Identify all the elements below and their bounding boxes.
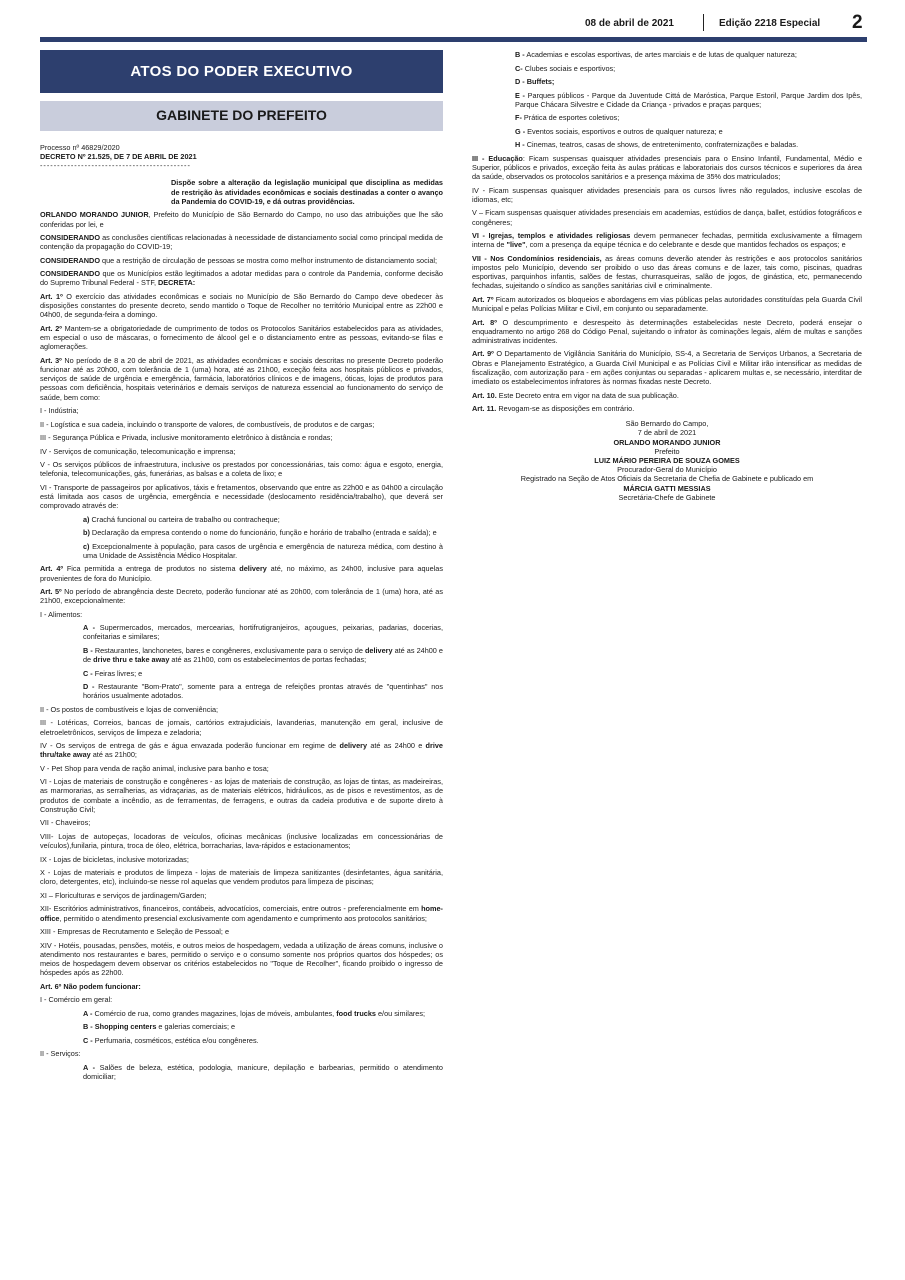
article-5-item: II - Os postos de combustíveis e lojas de conveniência; xyxy=(40,704,219,714)
article-9: Art. 9º O Departamento de Vigilância Sanitária do Município, SS-4, a Secretaria de Serviços Urbanos, a Secretaria de Obras e Planejamento Estratégico, a Guarda Civil Municipal e as Polícias Civil e Militar irão intensificar as medidas de fiscalização, com autorização para - em ações conjuntas ou separadas - aplicarem multas e, se necessário, interditar de imediato os estabelecimentos infratores às normas fixadas neste Decreto. xyxy=(472,349,862,387)
article-5-item: XII- Escritórios administrativos, financeiros, contábeis, advocatícios, comerciais, entre outros - preferencialmente em home-office, permitido o atendimento presencial exclusivamente com agendamento e cumprimento aos protocolos sanitários; xyxy=(40,904,443,923)
decree-meta xyxy=(40,143,443,170)
article-6: Art. 6º Não podem funcionar: xyxy=(40,981,141,991)
article-5-subitem: A - Supermercados, mercados, mercearias, hortifrutigranjeiros, açougues, peixarias, padarias, docerias, confeitarias e similares; xyxy=(83,623,443,642)
article-4: Art. 4º Fica permitida a entrega de produtos no sistema delivery até, no máximo, as 24h00, inclusive para aquelas provenientes de fora do Município. xyxy=(40,564,443,583)
article-6-subitem: B - Shopping centers e galerias comerciais; e xyxy=(83,1022,236,1032)
article-3-item: II - Logística e sua cadeia, incluindo o transporte de valores, de combustíveis, de produtos e de cargas; xyxy=(40,419,375,429)
article-6-item: II - Serviços: xyxy=(40,1049,81,1059)
page-number: 2 xyxy=(852,12,863,33)
article-6-item: III - Educação: Ficam suspensas quaisquer atividades presenciais para o Ensino Infantil, Fundamental, Médio e Superior, públicos e privados, exceção feita às aulas práticas e laboratoriais dos cursos técnicos e superiores da área da saúde, observados os protocolos sanitários e a presença máxima de 35% dos matriculados; xyxy=(472,153,863,182)
article-6-item: IV - Ficam suspensas quaisquer atividades presenciais para os cursos livres não regulados, inclusive escolas de idiomas, etc; xyxy=(472,185,862,204)
article-3-item: I - Indústria; xyxy=(40,406,79,416)
section-banner: ATOS DO PODER EXECUTIVO xyxy=(40,50,443,93)
article-11: Art. 11. Revogam-se as disposições em contrário. xyxy=(472,404,635,414)
process-number: Processo nº 46829/2020 xyxy=(40,143,120,152)
considering-2: CONSIDERANDO que a restrição de circulação de pessoas se mostra como melhor instrumento de distanciamento social; xyxy=(40,255,438,265)
article-5-subitem: C - Feiras livres; e xyxy=(83,668,143,678)
signature-block xyxy=(472,419,862,502)
article-6-item: VII - Nos Condomínios residenciais, as áreas comuns deverão atender às restrições e aos protocolos sanitários impostos pelo Município, devendo ser proibido o uso das áreas comuns e de lazer, tais como, piscinas, quadras esportivas, parquinhos infantis, salões de festas, churrasqueiras, salão de jogos, de ginástica, etc, permanecendo fechadas, sujeitando o síndico as sanções sanitárias civil e criminalmente. xyxy=(472,253,862,291)
article-6-item: V – Ficam suspensas quaisquer atividades presenciais em academias, estúdios de dança, ballet, estúdios fotográficos e congêneres; xyxy=(472,208,862,227)
article-3-subitem: a) Crachá funcional ou carteira de trabalho ou contracheque; xyxy=(83,514,280,524)
secretary-role: Secretária-Chefe de Gabinete xyxy=(618,492,716,502)
header-rule xyxy=(40,37,867,42)
article-5-item: VIII- Lojas de autopeças, locadoras de veículos, oficinas mecânicas (inclusive localizadas em concessionárias de veículos),funilaria, pintura, troca de óleo, elétrica, borracharias, lava-rápidos e estacionamentos; xyxy=(40,831,443,851)
article-3-item: V - Os serviços públicos de infraestrutura, inclusive os prestados por concessionárias, tais como: água e esgoto, energia, telefonia, telecomunicações, gás, funerárias, as balsas e a coleta de lixo; e xyxy=(40,460,443,479)
article-6-item: VI - Igrejas, templos e atividades religiosas devem permanecer fechadas, permitida exclusivamente a filmagem interna de "live", com a presença da equipe técnica e do celebrante e desde que mantidos fechados os espaços; e xyxy=(472,231,862,250)
article-6-subitem: C- Clubes sociais e esportivos; xyxy=(515,63,616,73)
article-6-subitem: A - Comércio de rua, como grandes magazines, lojas de móveis, ambulantes, food trucks e/ou similares; xyxy=(83,1008,426,1018)
issue-date: 08 de abril de 2021 xyxy=(585,18,674,29)
intro-paragraph: ORLANDO MORANDO JUNIOR, Prefeito do Município de São Bernardo do Campo, no uso das atribuições que lhe são conferidas por lei, e xyxy=(40,210,443,229)
header-divider xyxy=(703,14,704,31)
secretary-name: MÁRCIA GATTI MESSIAS xyxy=(623,483,711,493)
mayor-role: Prefeito xyxy=(654,446,680,456)
attorney-role: Procurador-Geral do Município xyxy=(617,465,717,475)
article-3-item: VI - Transporte de passageiros por aplicativos, táxis e fretamentos, observando que entre as 22h00 e as 04h00 a circulação está limitada aos casos de urgência, emergência e necessidade (deslocamento residência/trabalho), que deverá ser comprovado através de: xyxy=(40,482,443,511)
mayor-name: ORLANDO MORANDO JUNIOR xyxy=(613,437,721,447)
dash-separator: -------------------------------------------- xyxy=(40,161,191,171)
article-5-item: V - Pet Shop para venda de ração animal, inclusive para banho e tosa; xyxy=(40,763,269,773)
article-6-subitem: C - Perfumaria, cosméticos, estética e/ou congêneres. xyxy=(83,1035,259,1045)
article-5-item: III - Lotéricas, Correios, bancas de jornais, cartórios extrajudiciais, lavanderias, manutenção em geral, inclusive de eletroeletrônicos, serviços de limpeza e zeladoria; xyxy=(40,718,443,737)
article-2: Art. 2º Mantem-se a obrigatoriedade de cumprimento de todos os Protocolos Sanitários estabelecidos para as atividades, em especial o uso de máscaras, o fornecimento de álcool gel e o distanciamento entre as pessoas, evitando-se filas e aglomerações. xyxy=(40,323,443,352)
article-5-item: XIV - Hotéis, pousadas, pensões, motéis, e outros meios de hospedagem, vedada a utilização de áreas comuns, inclusive o atendimento nos restaurantes e bares, permitido o serviço e o consumo somente nos próprios quartos dos hóspedes; os meios de hospedagem devem observar os critérios estabelecidos no "Toque de Recolher", ficando proibido o ingresso de hóspedes após as 22h00. xyxy=(40,940,443,978)
article-6-subitem: E - Parques públicos - Parque da Juventude Cittá de Maróstica, Parque Estoril, Parque Jardim dos Ipês, Parque Chácara Silvestre e Cidade da Criança - privados e praças parques; xyxy=(515,90,862,109)
signature-date: 7 de abril de 2021 xyxy=(637,428,697,438)
article-10: Art. 10. Este Decreto entra em vigor na data de sua publicação. xyxy=(472,390,679,400)
left-column xyxy=(40,50,443,1085)
article-3: Art. 3º No período de 8 a 20 de abril de 2021, as atividades econômicas e sociais descritas no presente Decreto poderão funcionar até as 20h00, com tolerância de 1 (uma) hora, até as 21h00, exceção feita aos hospitais públicos e privados, serviços de saúde de urgência e emergência, farmácia, laboratórios clínicos e de imagens, óticas, lojas de produtos para pessoas com deficiência, hospitais veterinários e demais serviços de natureza essencial ao funcionamento do serviço de saúde, bem como: xyxy=(40,355,443,402)
article-6-subitem: A - Salões de beleza, estética, podologia, manicure, depilação e barbearias, permitido o atendimento domiciliar; xyxy=(83,1062,443,1081)
registration-note: Registrado na Seção de Atos Oficiais da Secretaria de Chefia de Gabinete e publicado em xyxy=(520,474,814,484)
article-5-item: X - Lojas de materiais e produtos de limpeza - lojas de materiais de limpeza sanitizantes (desinfetantes, água sanitária, cloro, detergentes, etc), incluindo-se nesse rol aquelas que vendem produtos para limpeza de piscinas; xyxy=(40,868,443,887)
article-6-subitem: B - Academias e escolas esportivas, de artes marciais e de lutas de qualquer natureza; xyxy=(515,50,797,59)
article-5-item: VI - Lojas de materiais de construção e congêneres - as lojas de materiais de construção, as lojas de tintas, as madeireiras, as marmorarias, as serralherias, as vidraçarias, as de materiais elétricos, hidráulicos, as de pisos e revestimentos, as de produtos de combate a incêndio, as de ferramentas, de ferragens, e outras da cadeia produtiva e de suporte direto à Construção Civil; xyxy=(40,777,443,814)
article-6-item: I - Comércio em geral: xyxy=(40,995,113,1005)
article-3-item: III - Segurança Pública e Privada, inclusive monitoramento eletrônico à distância e rondas; xyxy=(40,433,333,443)
decree-ementa: Dispõe sobre a alteração da legislação municipal que disciplina as medidas de restrição às atividades econômicas e sociais destinadas a conter o avanço da Pandemia do COVID-19, e dá outras providências. xyxy=(171,178,443,206)
article-3-subitem: b) Declaração da empresa contendo o nome do funcionário, função e horário de trabalho (entrada e saída); e xyxy=(83,528,437,538)
article-6-subitem: H - Cinemas, teatros, casas de shows, de entretenimento, confraternizações e baladas. xyxy=(515,140,799,150)
considering-3: CONSIDERANDO que os Municípios estão legitimados a adotar medidas para o controle da Pandemia, conforme decisão do Supremo Tribunal Federal - STF, DECRETA: xyxy=(40,269,443,288)
article-5-item: IX - Lojas de bicicletas, inclusive motorizadas; xyxy=(40,854,189,864)
article-6-subitem: F- Prática de esportes coletivos; xyxy=(515,113,620,123)
article-6-subitem: D - Buffets; xyxy=(515,77,555,86)
article-8: Art. 8º O descumprimento e desrespeito às determinações estabelecidas neste Decreto, poderá ensejar o enquadramento no artigo 268 do Código Penal, sujeitando o infrator às cominações legais, além de multas e sanções administrativas incidentes. xyxy=(472,317,862,345)
article-5-subitem: B - Restaurantes, lanchonetes, bares e congêneres, exclusivamente para o serviço de delivery até as 24h00 e de drive thru e take away até as 21h00, com os estabelecimentos de portas fechadas; xyxy=(83,645,443,665)
decree-title: DECRETO Nº 21.525, DE 7 DE ABRIL DE 2021 xyxy=(40,152,197,162)
article-5-item: XI – Floriculturas e serviços de jardinagem/Garden; xyxy=(40,890,207,900)
edition-label: Edição 2218 Especial xyxy=(719,18,821,29)
article-5-item: XIII - Empresas de Recrutamento e Seleção de Pessoal; e xyxy=(40,927,230,936)
article-5: Art. 5º No período de abrangência deste Decreto, poderão funcionar até as 20h00, com tolerância de 1 (uma) hora, até as 21h00, excepcionalmente: xyxy=(40,587,443,606)
article-3-subitem: c) Excepcionalmente à população, para casos de urgência e emergência de natureza médica, com destino à uma Unidade de Assistência Médico Hospitalar. xyxy=(83,541,443,560)
article-3-item: IV - Serviços de comunicação, telecomunicação e imprensa; xyxy=(40,446,236,456)
article-5-item: IV - Os serviços de entrega de gás e água envazada poderão funcionar em regime de delivery até as 24h00 e drive thru/take away até as 21h00; xyxy=(40,741,443,760)
attorney-name: LUIZ MÁRIO PEREIRA DE SOUZA GOMES xyxy=(594,456,740,466)
signature-place: São Bernardo do Campo, xyxy=(625,419,709,429)
considering-1: CONSIDERANDO as conclusões científicas relacionadas à necessidade de distanciamento social como principal medida de contenção da propagação do COVID-19; xyxy=(40,233,443,252)
right-column xyxy=(472,50,862,502)
article-5-item: I - Alimentos: xyxy=(40,609,83,619)
article-1: Art. 1º O exercício das atividades econômicas e sociais no Município de São Bernardo do Campo deve obedecer às disposições constantes do presente decreto, sendo mantido o Toque de Recolher no território Municipal entre as 22h00 e 04h00, de segunda-feira a domingo. xyxy=(40,291,443,320)
subsection-banner: GABINETE DO PREFEITO xyxy=(40,101,443,131)
article-5-subitem: D - Restaurante "Bom-Prato", somente para a entrega de refeições prontas através de "quentinhas" nos horários usualmente adotados. xyxy=(83,682,443,701)
article-6-subitem: G - Eventos sociais, esportivos e outros de qualquer natureza; e xyxy=(515,126,723,136)
article-5-item: VII - Chaveiros; xyxy=(40,818,91,828)
article-7: Art. 7º Ficam autorizados os bloqueios e abordagens em vias públicas pelas autoridades constituídas pela Guarda Civil Municipal e pelas Polícias Militar e Civil, em conjunto ou separadamente. xyxy=(472,294,862,314)
